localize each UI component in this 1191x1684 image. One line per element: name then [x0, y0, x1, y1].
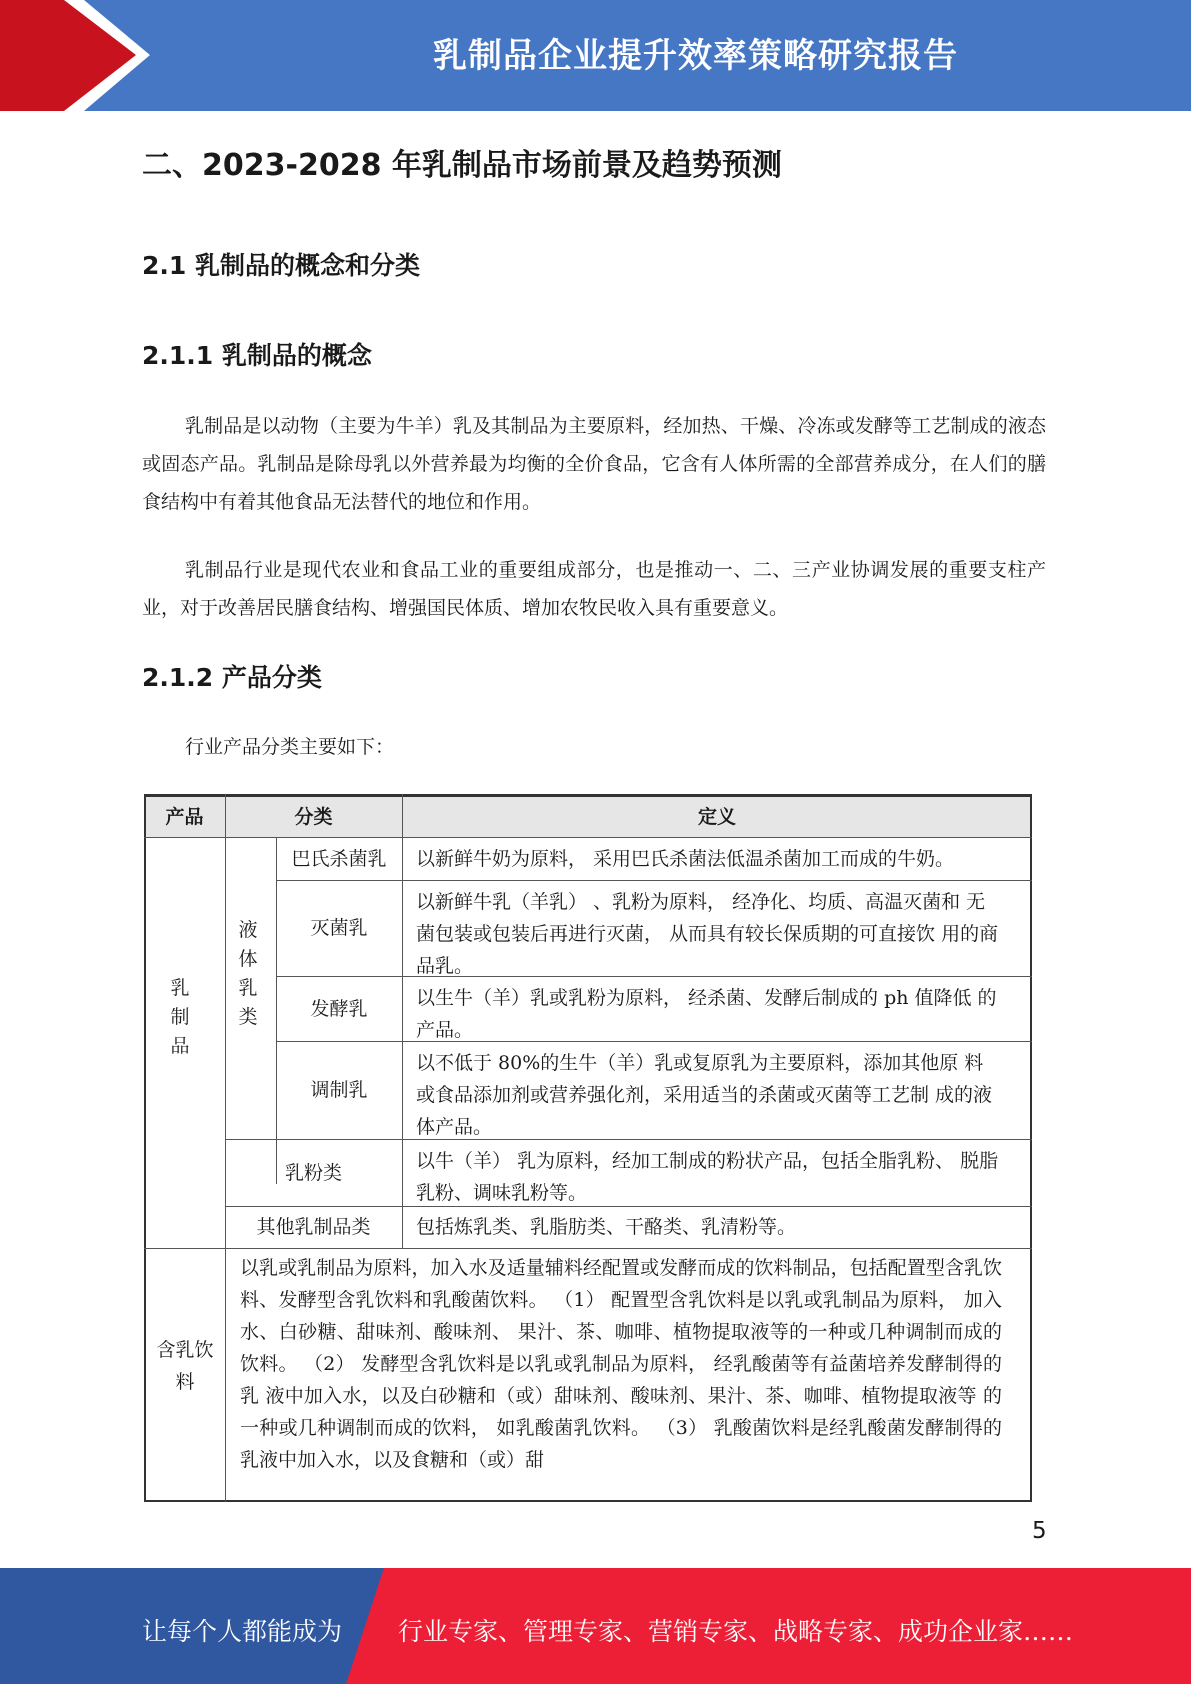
- section-heading: 2.1 乳制品的概念和分类: [142, 251, 420, 280]
- definition-other-dairy: 包括炼乳类、乳脂肪类、干酪类、乳清粉等。: [416, 1216, 797, 1238]
- liquid-milk-label: 液体乳类: [238, 919, 258, 1028]
- category-modified-milk: 调制乳: [310, 1079, 368, 1101]
- page-number: 5: [1032, 1518, 1047, 1544]
- milk-beverage-definition: 以乳或乳制品为原料，加入水及适量辅料经配置或发酵而成的饮料制品，包括配置型含乳饮料、发酵型含乳饮料和乳酸菌饮料。 （1） 配置型含乳饮料是以乳或乳制品为原料， 加入水、白砂糖、甜味剂、酸味剂、 果汁、茶、咖啡、植物提取液等的一种或几种调制而成的饮料。 （2） 发酵型含乳饮料是以乳或乳制品为原料， 经乳酸菌等有益菌培养发酵制得的乳 液中加入水，以及白砂糖和（或）甜味剂、酸味剂、果汁、茶、咖啡、植物提取液等 的一种或几种调制而成的饮料， 如乳酸菌乳饮料。 （3） 乳酸菌饮料是经乳酸菌发酵制得的乳液中加入水，以及食糖和（或）甜: [240, 1257, 1002, 1471]
- header-bar: [0, 0, 1191, 111]
- category-other-dairy: 其他乳制品类: [256, 1216, 371, 1238]
- header-definition: 定义: [697, 806, 736, 828]
- category-milk-powder: 乳粉类: [284, 1161, 342, 1184]
- footer-slogan-right: 行业专家、管理专家、营销专家、战略专家、成功企业家……: [398, 1617, 1074, 1646]
- milk-beverage-label: 含乳饮料: [156, 1339, 214, 1393]
- definition-sterilized-milk: 以新鲜牛乳（羊乳） 、乳粉为原料， 经净化、均质、高温灭菌和 无菌包装或包装后再进行灭菌， 从而具有较长保质期的可直接饮 用的商品乳。: [416, 891, 999, 977]
- definition-modified-milk: 以不低于 80%的生牛（羊）乳或复原乳为主要原料，添加其他原 料或食品添加剂或营养强化剂，采用适当的杀菌或灭菌等工艺制 成的液体产品。: [416, 1052, 993, 1138]
- paragraph-concept-1: 乳制品是以动物（主要为牛羊）乳及其制品为主要原料，经加热、干燥、冷冻或发酵等工艺制成的液态或固态产品。乳制品是除母乳以外营养最为均衡的全价食品，它含有人体所需的全部营养成分，在人们的膳食结构中有着其他食品无法替代的地位和作用。: [142, 415, 1046, 513]
- footer-slogan-left: 让每个人都能成为: [142, 1617, 343, 1646]
- paragraph-table-intro: 行业产品分类主要如下：: [185, 736, 395, 758]
- footer-bar: [0, 1568, 1191, 1684]
- chapter-heading: 二、2023-2028 年乳制品市场前景及趋势预测: [142, 148, 782, 183]
- report-title: 乳制品企业提升效率策略研究报告: [433, 36, 958, 76]
- header-category: 分类: [294, 806, 333, 828]
- header-product: 产品: [165, 806, 204, 828]
- definition-fermented-milk: 以生牛（羊）乳或乳粉为原料， 经杀菌、发酵后制成的 ph 值降低 的产品。: [416, 987, 997, 1041]
- definition-milk-powder: 以牛（羊） 乳为原料，经加工制成的粉状产品，包括全脂乳粉、 脱脂乳粉、调味乳粉等。: [416, 1150, 999, 1204]
- chevron-arrow-icon: [0, 0, 160, 111]
- subsection-heading-classification: 2.1.2 产品分类: [142, 663, 322, 692]
- category-pasteurized-milk: 巴氏杀菌乳: [291, 847, 387, 870]
- subsection-heading-concept: 2.1.1 乳制品的概念: [142, 341, 372, 370]
- paragraph-concept-2: 乳制品行业是现代农业和食品工业的重要组成部分，也是推动一、二、三产业协调发展的重要支柱产业，对于改善居民膳食结构、增强国民体质、增加农牧民收入具有重要意义。: [142, 559, 1046, 619]
- dairy-products-label: 乳制品: [170, 977, 190, 1057]
- category-sterilized-milk: 灭菌乳: [310, 917, 368, 939]
- definition-pasteurized-milk: 以新鲜牛奶为原料， 采用巴氏杀菌法低温杀菌加工而成的牛奶。: [416, 848, 955, 870]
- category-fermented-milk: 发酵乳: [310, 997, 368, 1020]
- product-classification-table: [144, 794, 1032, 1502]
